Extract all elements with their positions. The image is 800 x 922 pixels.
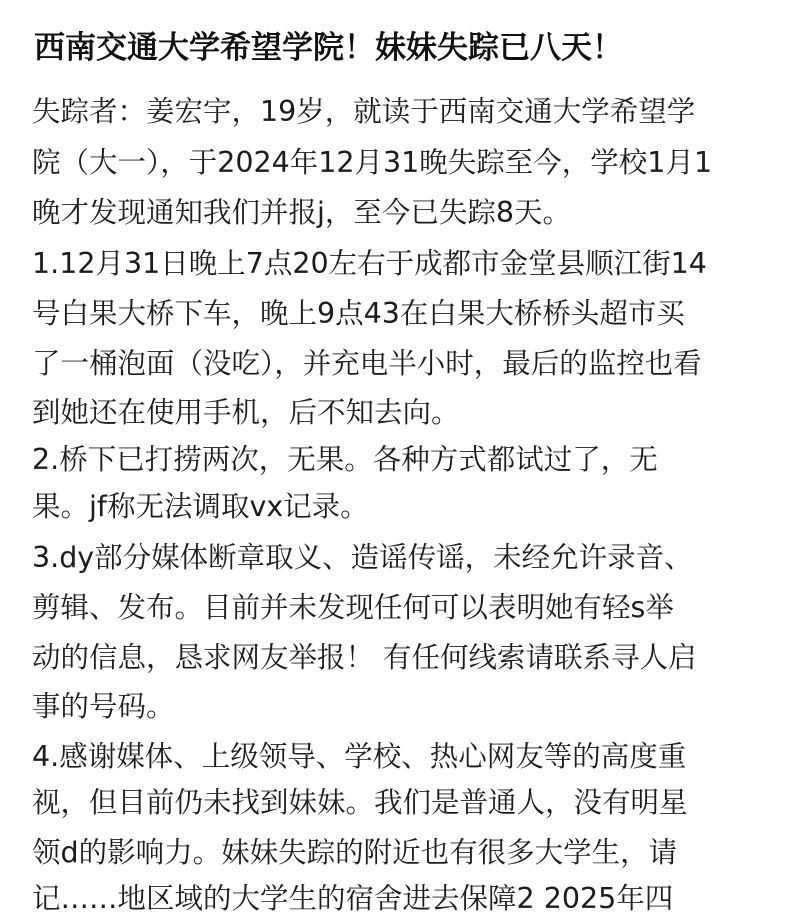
body-line: 剪辑、发布。目前并未发现任何可以表明她有轻s举: [32, 591, 674, 624]
body-line: 晚才发现通知我们并报j，至今已失踪8天。: [32, 196, 572, 229]
body-line: 事的号码。: [32, 690, 175, 723]
body-line: 院（大一），于2024年12月31晚失踪至今，学校1月1: [32, 146, 713, 179]
body-line: 失踪者：姜宏宇，19岁，就读于西南交通大学希望学: [32, 95, 696, 128]
body-line: 2.桥下已打捞两次，无果。各种方式都试过了，无: [32, 443, 658, 476]
body-line: 记……地区域的大学生的宿舍进去保障2 2025年四: [32, 882, 674, 915]
body-line: 到她还在使用手机，后不知去向。: [32, 396, 460, 429]
post-title: 西南交通大学希望学院！妹妹失踪已八天！: [34, 30, 623, 66]
body-line: 1.12月31日晚上7点20左右于成都市金堂县顺江街14: [32, 247, 707, 280]
body-line: 动的信息，恳求网友举报！ 有任何线索请联系寻人启: [32, 641, 697, 674]
body-line: 4.感谢媒体、上级领导、学校、热心网友等的高度重: [32, 740, 687, 773]
body-line: 视，但目前仍未找到妹妹。我们是普通人，没有明星: [32, 786, 688, 819]
body-line: 3.dy部分媒体断章取义、造谣传谣，未经允许录音、: [32, 541, 693, 574]
body-line: 果。jf称无法调取vx记录。: [32, 490, 369, 523]
body-line: 号白果大桥下车，晚上9点43在白果大桥桥头超市买: [32, 297, 685, 330]
body-line: 领d的影响力。妹妹失踪的附近也有很多大学生，请: [32, 836, 678, 869]
body-line: 了一桶泡面（没吃），并充电半小时，最后的监控也看: [32, 347, 702, 380]
